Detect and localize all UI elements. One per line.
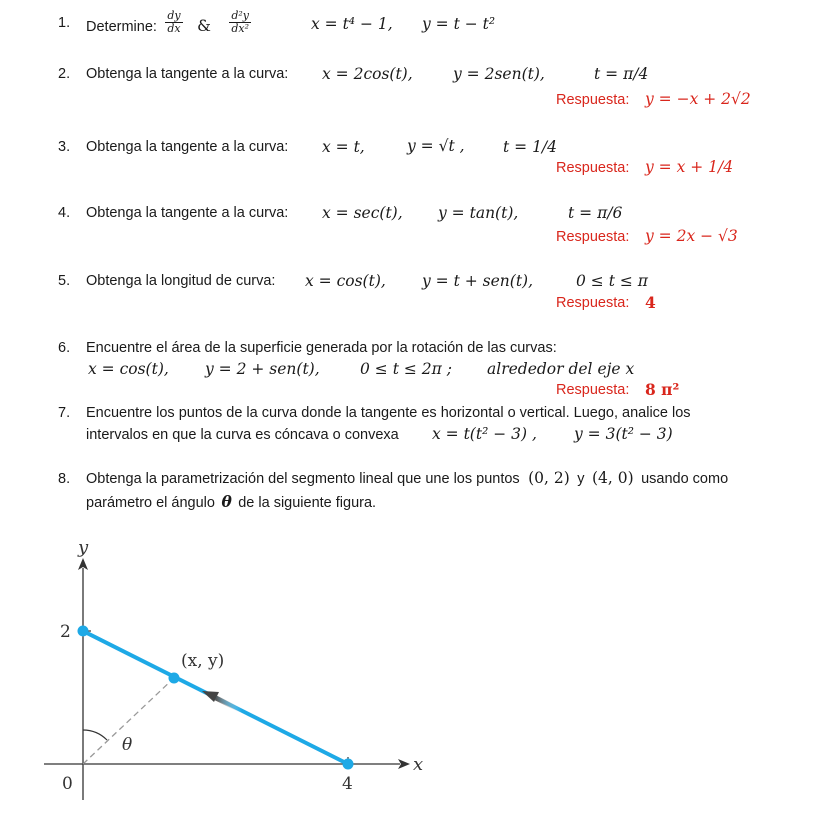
direction-arrow-tail: [216, 698, 242, 711]
item-7-number: 7.: [58, 405, 71, 421]
item-2-number: 2.: [58, 66, 71, 82]
item-6-x-equation: x = cos(t),: [88, 360, 169, 378]
item-3-y-equation: y = √t ,: [407, 137, 465, 155]
item-7-x-equation: x = t(t² − 3) ,: [432, 425, 537, 443]
item-1-y-equation: y = t − t²: [422, 15, 496, 33]
item-6-text: Encuentre el área de la superficie generada por la rotación de las curvas:: [86, 340, 557, 356]
item-4-x-equation: x = sec(t),: [322, 204, 403, 222]
item-5-number: 5.: [58, 273, 71, 289]
item-6-answer-label: Respuesta:: [556, 382, 630, 398]
item-3-number: 3.: [58, 139, 71, 155]
point-y-intercept: [78, 626, 89, 637]
item-5-answer-label: Respuesta:: [556, 295, 630, 311]
point-4-0: (4, 0): [591, 469, 634, 487]
y-tick-label: 2: [60, 622, 71, 642]
origin-label: 0: [62, 774, 73, 794]
item-2-answer: y = −x + 2√2: [645, 90, 751, 108]
item-6-number: 6.: [58, 340, 71, 356]
item-5-t-range: 0 ≤ t ≤ π: [576, 272, 648, 290]
x-axis-label: x: [413, 754, 424, 775]
item-5-y-equation: y = t + sen(t),: [422, 272, 534, 290]
angle-arc: [83, 730, 107, 740]
item-3-t-value: t = 1/4: [503, 138, 558, 156]
item-5-x-equation: x = cos(t),: [305, 272, 386, 290]
point-label: (x, y): [181, 651, 225, 671]
item-6-t-range: 0 ≤ t ≤ 2π ;: [360, 360, 452, 378]
item-7-line1: Encuentre los puntos de la curva donde la tangente es horizontal o vertical. Luego, analice los: [86, 405, 691, 421]
item-2-y-equation: y = 2sen(t),: [453, 65, 545, 83]
item-6-y-equation: y = 2 + sen(t),: [205, 360, 320, 378]
item-3-answer: y = x + 1/4: [645, 158, 734, 176]
item-6-axis: alrededor del eje x: [487, 360, 635, 378]
dy-dx-fraction: $\frac{dy}{dx}$: [167, 9, 181, 35]
item-5-text: Obtenga la longitud de curva:: [86, 273, 276, 289]
x-tick-label: 4: [342, 774, 353, 794]
item-3-text: Obtenga la tangente a la curva:: [86, 139, 289, 155]
y-axis-label: y: [78, 537, 89, 558]
item-2-x-equation: x = 2cos(t),: [322, 65, 413, 83]
item-1-x-equation: x = t⁴ − 1,: [311, 15, 393, 33]
point-0-2: (0, 2): [528, 469, 570, 487]
item-4-t-value: t = π/6: [568, 204, 623, 222]
item-2-t-value: t = π/4: [594, 65, 649, 83]
item-8-line1: Obtenga la parametrización del segmento lineal que une los puntos (0, 2) y (4, 0) usando como: [86, 469, 729, 487]
item-2-text: Obtenga la tangente a la curva:: [86, 66, 289, 82]
ampersand: &: [197, 16, 211, 35]
item-8-line2: parámetro el ángulo θ de la siguiente figura.: [86, 492, 377, 511]
item-4-text: Obtenga la tangente a la curva:: [86, 205, 289, 221]
item-3-x-equation: x = t,: [322, 138, 365, 156]
item-number: 1.: [58, 15, 71, 31]
angle-label: θ: [122, 735, 133, 755]
item-2-answer-label: Respuesta:: [556, 92, 630, 108]
item-7-line2: intervalos en que la curva es cóncava o convexa: [86, 427, 399, 443]
item-4-number: 4.: [58, 205, 71, 221]
d2y-dx2-fraction: $\frac{\text{d²y}}{\text{dx²}}$: [231, 9, 250, 35]
point-x-intercept: [343, 759, 354, 770]
point-x-y: [169, 673, 180, 684]
item-label: Determine:: [86, 18, 157, 35]
item-4-y-equation: y = tan(t),: [438, 204, 519, 222]
item-8-number: 8.: [58, 471, 71, 487]
item-4-answer-label: Respuesta:: [556, 229, 630, 245]
item-7-y-equation: y = 3(t² − 3): [574, 425, 673, 443]
item-4-answer: y = 2x − √3: [645, 227, 738, 245]
item-5-answer: 4: [645, 293, 656, 312]
item-6-answer: 8 π²: [645, 380, 680, 399]
item-3-answer-label: Respuesta:: [556, 160, 630, 176]
